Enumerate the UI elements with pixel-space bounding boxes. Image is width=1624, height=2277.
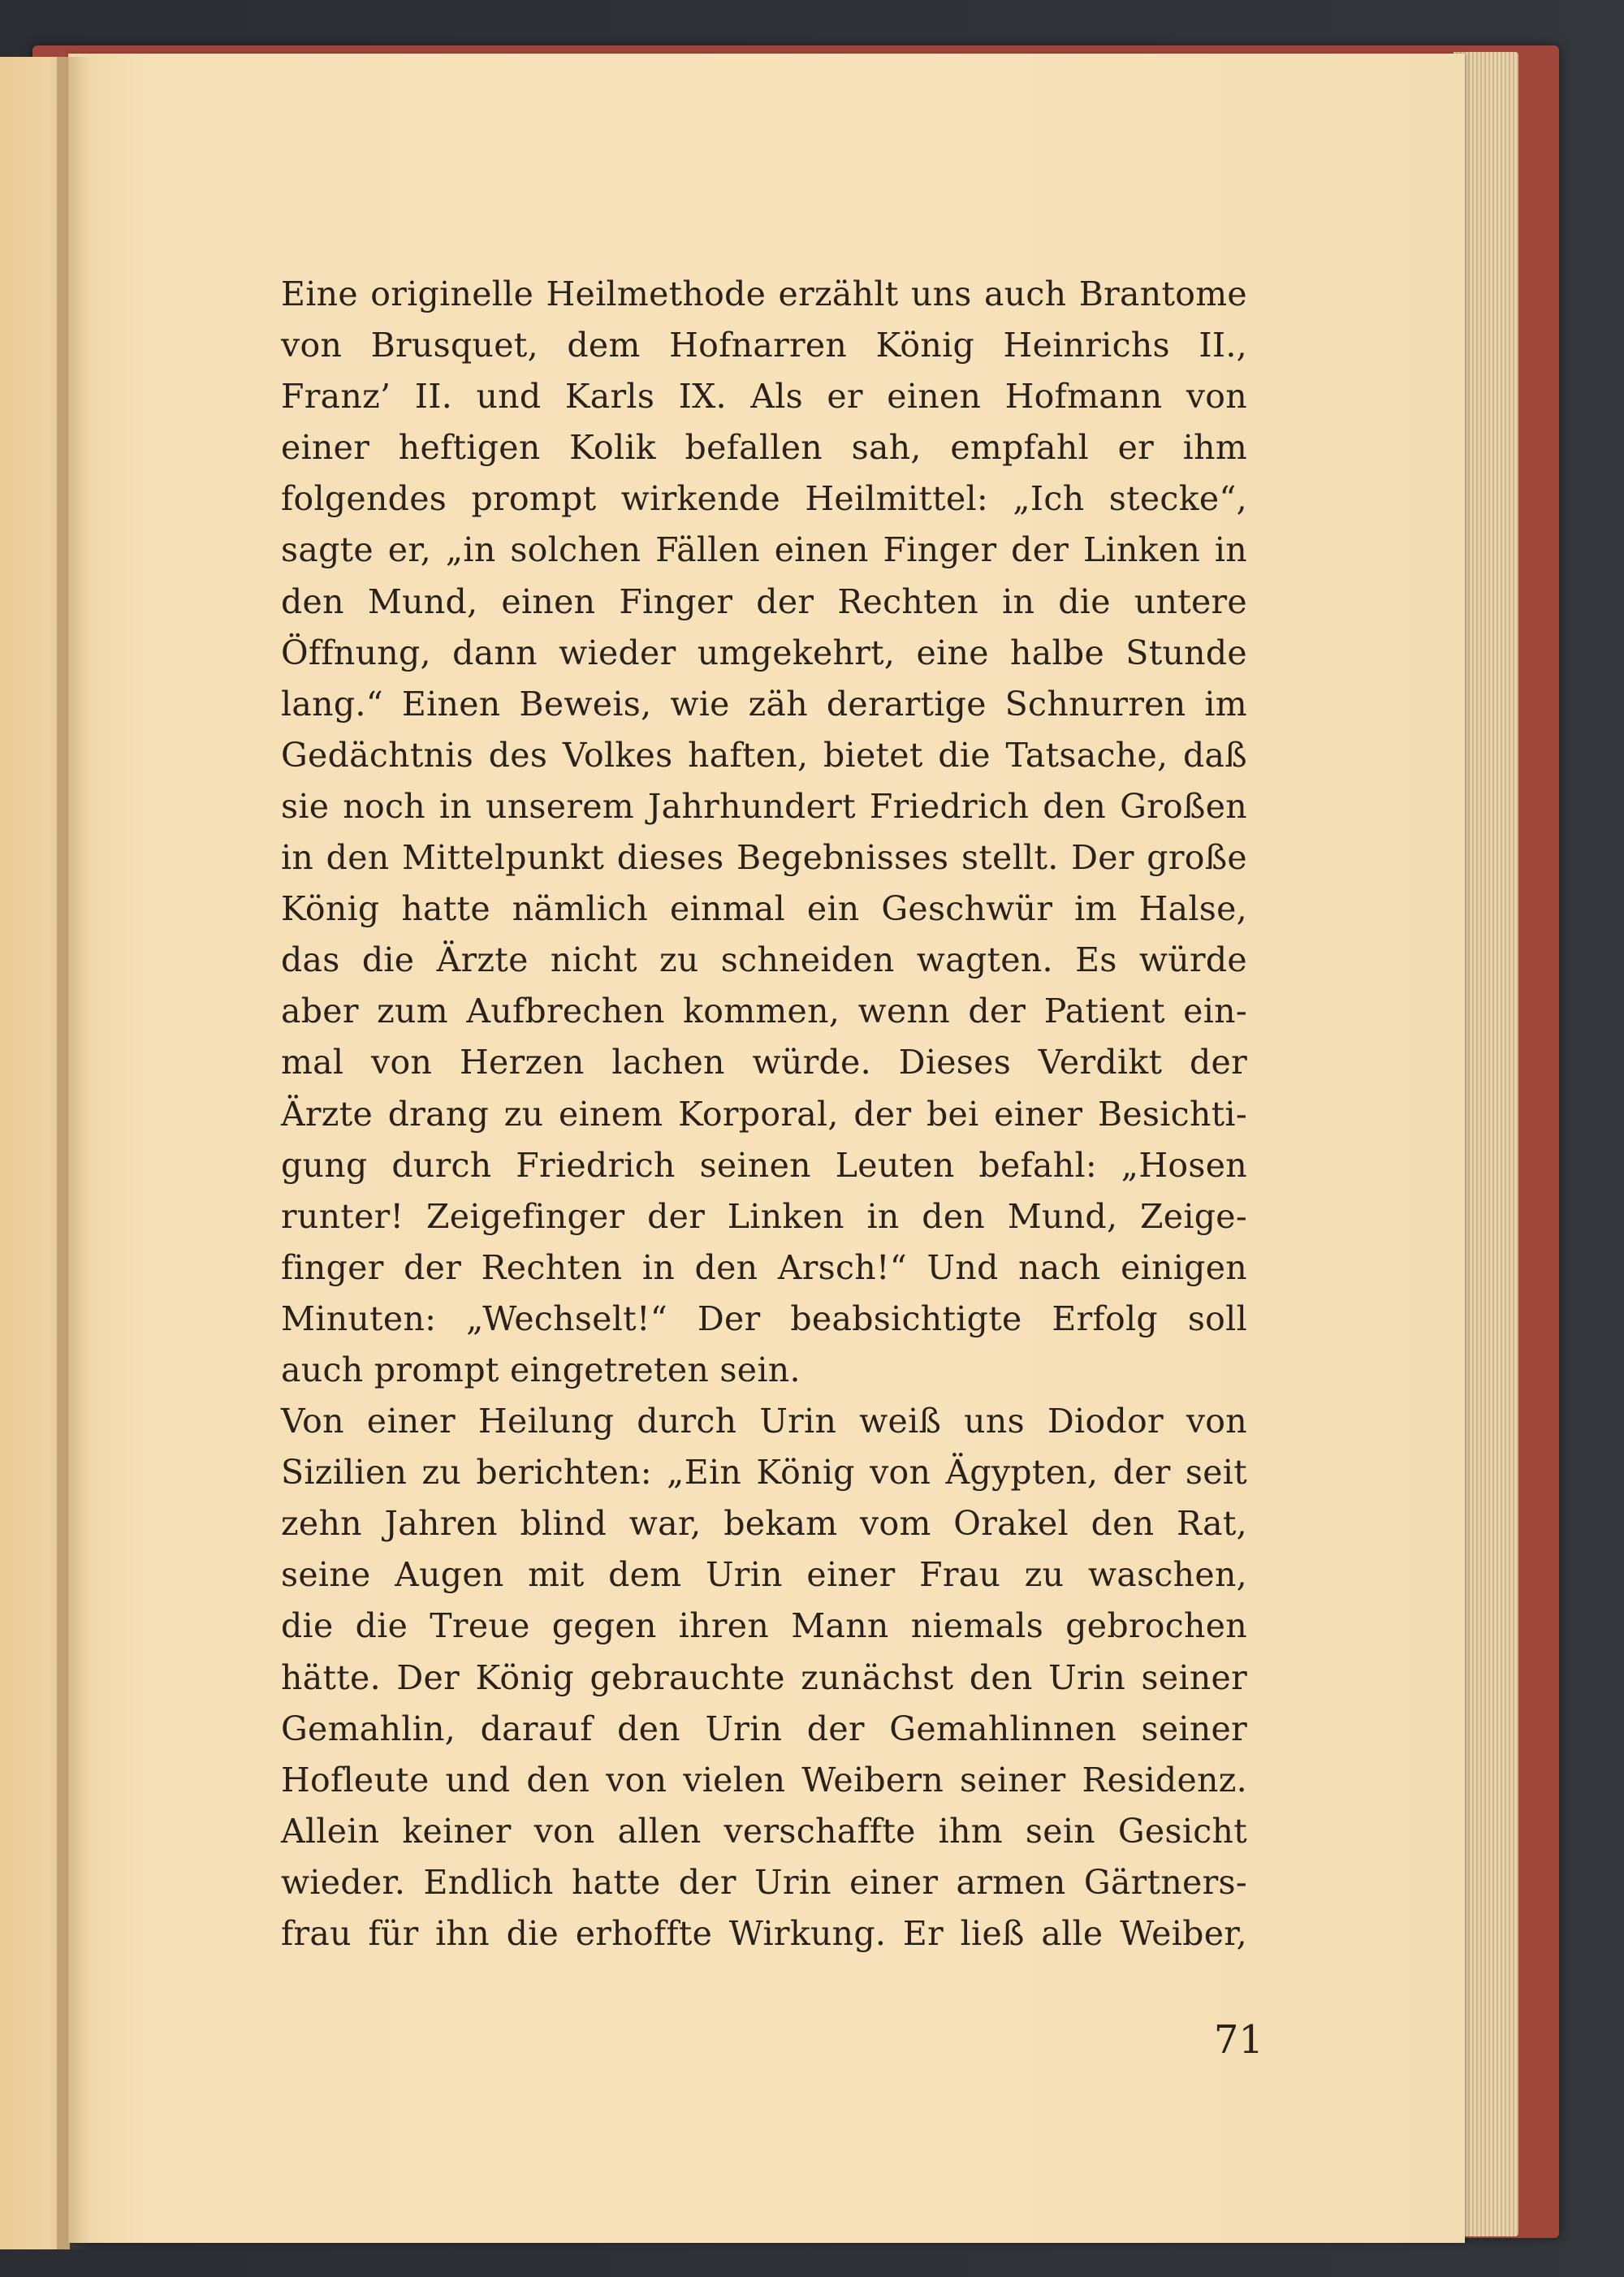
text-line: die die Treue gegen ihren Mann niemals gebrochen: [281, 1606, 1247, 1646]
text-line: Eine originelle Heilmethode erzählt uns auch Brantome: [281, 274, 1247, 313]
text-line: finger der Rechten in den Arsch!“ Und nach einigen: [281, 1247, 1247, 1287]
text-line: König hatte nämlich einmal ein Geschwür im Halse,: [281, 889, 1247, 929]
text-line: Sizilien zu berichten: „Ein König von Ägypten, der seit: [281, 1453, 1247, 1493]
text-line: das die Ärzte nicht zu schneiden wagten. Es würde: [281, 940, 1247, 980]
text-line: zehn Jahren blind war, bekam vom Orakel den Rat,: [281, 1504, 1247, 1544]
text-line: Allein keiner von allen verschaffte ihm sein Gesicht: [281, 1811, 1247, 1851]
text-line: Von einer Heilung durch Urin weiß uns Diodor von: [281, 1402, 1247, 1441]
text-line: sagte er, „in solchen Fällen einen Finger der Linken in: [281, 530, 1247, 570]
text-line: Ärzte drang zu einem Korporal, der bei einer Besichti-: [281, 1094, 1247, 1134]
text-line: den Mund, einen Finger der Rechten in die untere: [281, 581, 1247, 621]
text-line: lang.“ Einen Beweis, wie zäh derartige Schnurren im: [281, 684, 1247, 724]
text-line: runter! Zeigefinger der Linken in den Mund, Zeige-: [281, 1196, 1247, 1236]
text-line: Franz’ II. und Karls IX. Als er einen Hofmann von: [281, 377, 1247, 417]
text-line: wieder. Endlich hatte der Urin einer armen Gärtners-: [281, 1862, 1247, 1902]
text-line: seine Augen mit dem Urin einer Frau zu waschen,: [281, 1555, 1247, 1595]
text-line: Gemahlin, darauf den Urin der Gemahlinnen seiner: [281, 1709, 1247, 1748]
book-page: [68, 54, 1465, 2243]
text-line: aber zum Aufbrechen kommen, wenn der Patient ein-: [281, 992, 1247, 1031]
text-line: gung durch Friedrich seinen Leuten befahl: „Hosen: [281, 1145, 1247, 1185]
gutter-shadow: [57, 57, 89, 2249]
text-line: frau für ihn die erhoffte Wirkung. Er ließ alle Weiber,: [281, 1914, 1247, 1953]
text-line: mal von Herzen lachen würde. Dieses Verdikt der: [281, 1043, 1247, 1082]
text-line: Minuten: „Wechselt!“ Der beabsichtigte Erfolg soll: [281, 1298, 1247, 1338]
text-line: Öffnung, dann wieder umgekehrt, eine halbe Stunde: [281, 633, 1247, 672]
body-text: [281, 269, 1247, 1959]
text-line: hätte. Der König gebrauchte zunächst den Urin seiner: [281, 1657, 1247, 1697]
text-line: von Brusquet, dem Hofnarren König Heinrichs II.,: [281, 326, 1247, 365]
text-line: in den Mittelpunkt dieses Begebnisses stellt. Der große: [281, 838, 1247, 878]
text-line: auch prompt eingetreten sein.: [281, 1350, 801, 1389]
text-line: sie noch in unserem Jahrhundert Friedrich den Großen: [281, 786, 1247, 826]
page-number: 71: [1213, 2017, 1263, 2063]
text-line: einer heftigen Kolik befallen sah, empfahl er ihm: [281, 428, 1247, 468]
text-line: folgendes prompt wirkende Heilmittel: „Ich stecke“,: [281, 479, 1247, 519]
text-line: Gedächtnis des Volkes haften, bietet die Tatsache, daß: [281, 735, 1247, 775]
text-line: Hofleute und den von vielen Weibern seiner Residenz.: [281, 1760, 1247, 1800]
